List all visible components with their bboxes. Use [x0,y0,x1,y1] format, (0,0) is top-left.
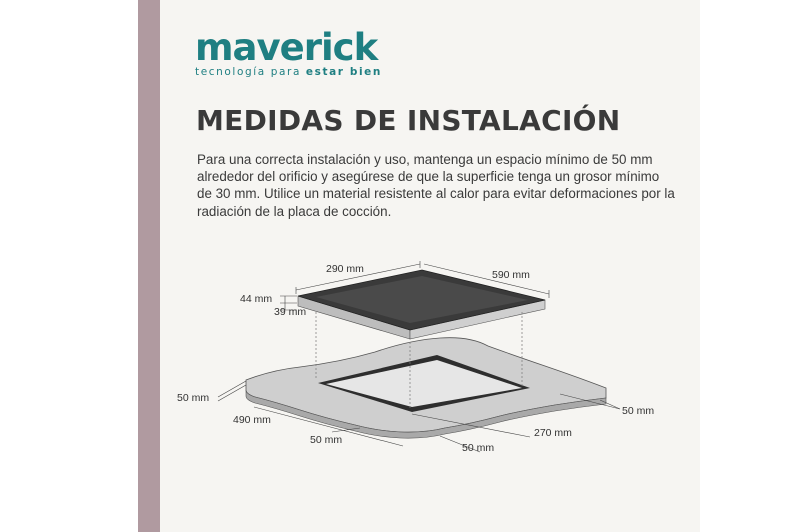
dim-margin-front: 50 mm [462,442,495,454]
brand-name: maverick [195,26,378,69]
dim-hob-body-height: 39 mm [274,306,307,318]
page-title: MEDIDAS DE INSTALACIÓN [196,104,621,137]
brand-tagline-prefix: tecnología para [195,66,306,78]
installation-description: Para una correcta instalación y uso, mantenga un espacio mínimo de 50 mm alrededor del orificio y asegúrese de que la superficie tenga un grosor mínimo de 30 mm. Utilice un material resistente al calor para evitar deformaciones por la radiación de la placa de cocción. [197,152,675,219]
brand-tagline-bold: estar bien [305,66,382,78]
dim-cutout-depth: 270 mm [534,427,572,439]
dim-margin-front-left: 50 mm [310,434,343,446]
dim-hob-width: 590 mm [492,269,530,281]
dim-cutout-width: 490 mm [233,414,271,426]
dim-margin-right: 50 mm [622,405,655,417]
dim-hob-total-height: 44 mm [240,293,273,305]
dim-hob-depth: 290 mm [326,263,364,275]
dim-margin-left: 50 mm [177,392,210,404]
countertop [246,338,606,439]
